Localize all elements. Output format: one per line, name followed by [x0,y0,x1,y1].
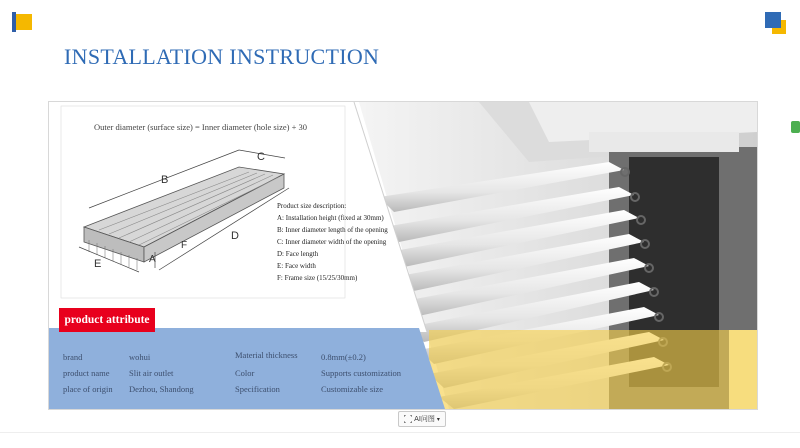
attr-thickness-value: 0.8mm(±0.2) [321,352,366,362]
formula-text: Outer diameter (surface size) = Inner diameter (hole size) + 30 [94,122,308,132]
divider [0,432,800,433]
attr-product-name-value: Slit air outlet [129,368,174,378]
scan-icon [404,415,412,423]
attr-brand-value: wohui [129,352,151,362]
attr-thickness-label: Material thickness [235,350,298,360]
dimension-diagram [49,102,757,332]
dim-label-d: D [231,230,239,242]
attr-product-name-label: product name [63,368,110,378]
spec-line: F: Frame size (15/25/30mm) [277,274,358,282]
spec-line: C: Inner diameter width of the opening [277,238,387,246]
dim-label-a: A [149,254,156,265]
attr-color-label: Color [235,368,255,378]
attr-color-value: Supports customization [321,368,402,378]
ai-image-question-button[interactable] [398,411,446,427]
spec-heading: Product size description: [277,202,347,210]
page-title: INSTALLATION INSTRUCTION [64,44,380,69]
dim-label-c: C [257,151,265,163]
dim-label-b: B [161,174,169,186]
dim-label-f: F [181,240,188,251]
spec-line: E: Face width [277,262,316,270]
attr-spec-label: Specification [235,384,280,394]
corner-square-decoration [16,14,32,30]
corner-square-decoration-blue [765,12,781,28]
dim-label-e: E [94,258,102,270]
chevron-down-icon: ▾ [436,415,440,423]
installation-card [48,101,758,410]
attr-origin-label: place of origin [63,384,113,394]
spec-line: B: Inner diameter length of the opening [277,226,388,234]
attr-spec-value: Customizable size [321,384,384,394]
spec-line: A: Installation height (fixed at 30mm) [277,214,384,222]
product-attribute-label: product attribute [59,308,155,332]
ai-button-label: AI问图 [414,415,435,423]
attr-brand-label: brand [63,352,83,362]
spec-line: D: Face length [277,250,319,258]
attr-origin-value: Dezhou, Shandong [129,384,194,394]
side-tab-handle[interactable] [791,121,800,133]
